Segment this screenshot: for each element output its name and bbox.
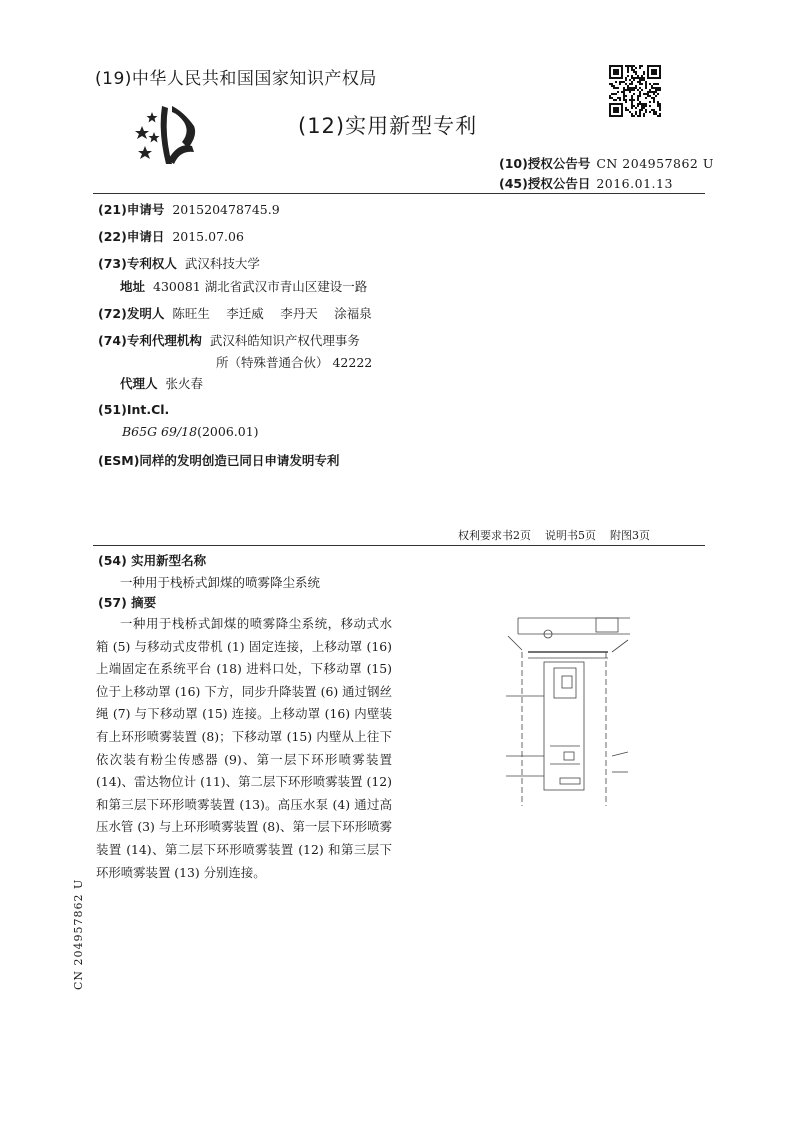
side-publication-number: CN 204957862 U: [72, 878, 85, 990]
esm-note: (ESM)同样的发明创造已同日申请发明专利: [98, 453, 340, 468]
inventors-label: (72)发明人: [98, 306, 165, 321]
inventors-row: [98, 304, 372, 322]
sipo-logo-icon: [128, 102, 210, 170]
application-date-label: (22)申请日: [98, 229, 165, 244]
int-cl-row: [98, 402, 169, 417]
header-divider: [93, 193, 705, 194]
application-date: 2015.07.06: [172, 229, 244, 244]
biblio-divider: [93, 545, 705, 546]
application-number: 201520478745.9: [172, 202, 280, 217]
patentee: 武汉科技大学: [184, 256, 260, 271]
agency-name-line1: 武汉科皓知识产权代理事务: [209, 333, 360, 348]
publication-number: CN 204957862 U: [596, 156, 714, 171]
agent-label: 代理人: [120, 376, 158, 391]
int-cl-classification: [122, 424, 259, 439]
representative-drawing: [500, 606, 640, 806]
int-cl-code: B65G 69/18: [122, 424, 198, 439]
claims-pages: 权利要求书2页: [458, 529, 531, 542]
publication-number-label: (10)授权公告号: [499, 156, 591, 171]
int-cl-version: (2006.01): [197, 424, 259, 439]
application-date-row: [98, 227, 244, 245]
publication-date-label: (45)授权公告日: [499, 176, 591, 191]
abstract-section-label: (57) 摘要: [98, 595, 157, 610]
office-name: (19)中华人民共和国国家知识产权局: [95, 69, 377, 89]
utility-model-title: 一种用于栈桥式卸煤的喷雾降尘系统: [120, 575, 321, 590]
address-label: 地址: [120, 279, 146, 294]
int-cl-label: (51)Int.Cl.: [98, 402, 170, 417]
patentee-label: (73)专利权人: [98, 256, 177, 271]
agency-label: (74)专利代理机构: [98, 333, 202, 348]
publication-number-row: [499, 154, 714, 172]
address-row: [98, 277, 367, 295]
publication-date: 2016.01.13: [596, 176, 673, 191]
publication-date-row: [499, 174, 673, 192]
agency-name-line2: 所（特殊普通合伙） 42222: [216, 355, 373, 370]
address: 430081 湖北省武汉市青山区建设一路: [153, 279, 368, 294]
description-pages: 说明书5页: [545, 529, 596, 542]
application-number-label: (21)申请号: [98, 202, 165, 217]
patent-type-title: (12)实用新型专利: [298, 114, 478, 138]
inventors: 陈旺生 李迁威 李丹天 涂福泉: [172, 306, 372, 321]
patentee-row: [98, 254, 260, 272]
agent: 张火春: [165, 376, 204, 391]
page-counts: [458, 527, 664, 543]
agency-row: [98, 331, 360, 349]
title-section-label: (54) 实用新型名称: [98, 553, 207, 568]
agent-row: [98, 374, 203, 392]
qr-code-icon: [609, 65, 661, 117]
drawing-pages: 附图3页: [610, 529, 650, 542]
application-number-row: [98, 200, 280, 218]
abstract-text: 一种用于栈桥式卸煤的喷雾降尘系统，移动式水箱 (5) 与移动式皮带机 (1) 固定连接，上移动罩 (16) 上端固定在系统平台 (18) 进料口处，下移动罩 (15) 位于上移动罩 (16) 下方，同步升降装置 (6) 通过钢丝绳 (7) 与下移动罩 (15) 连接。上移动罩 (16) 内壁装有上环形喷雾装置 (8)；下移动罩 (15) 内壁从上往下依次装有粉尘传感器 (9)、第一层下环形喷雾装置 (14)、雷达物位计 (11)、第二层下环形喷雾装置 (12) 和第三层下环形喷雾装置 (13)。高压水泵 (4) 通过高压水管 (3) 与上环形喷雾装置 (8)、第一层下环形喷雾装置 (14)、第二层下环形喷雾装置 (12) 和第三层下环形喷雾装置 (13) 分别连接。: [96, 616, 392, 880]
